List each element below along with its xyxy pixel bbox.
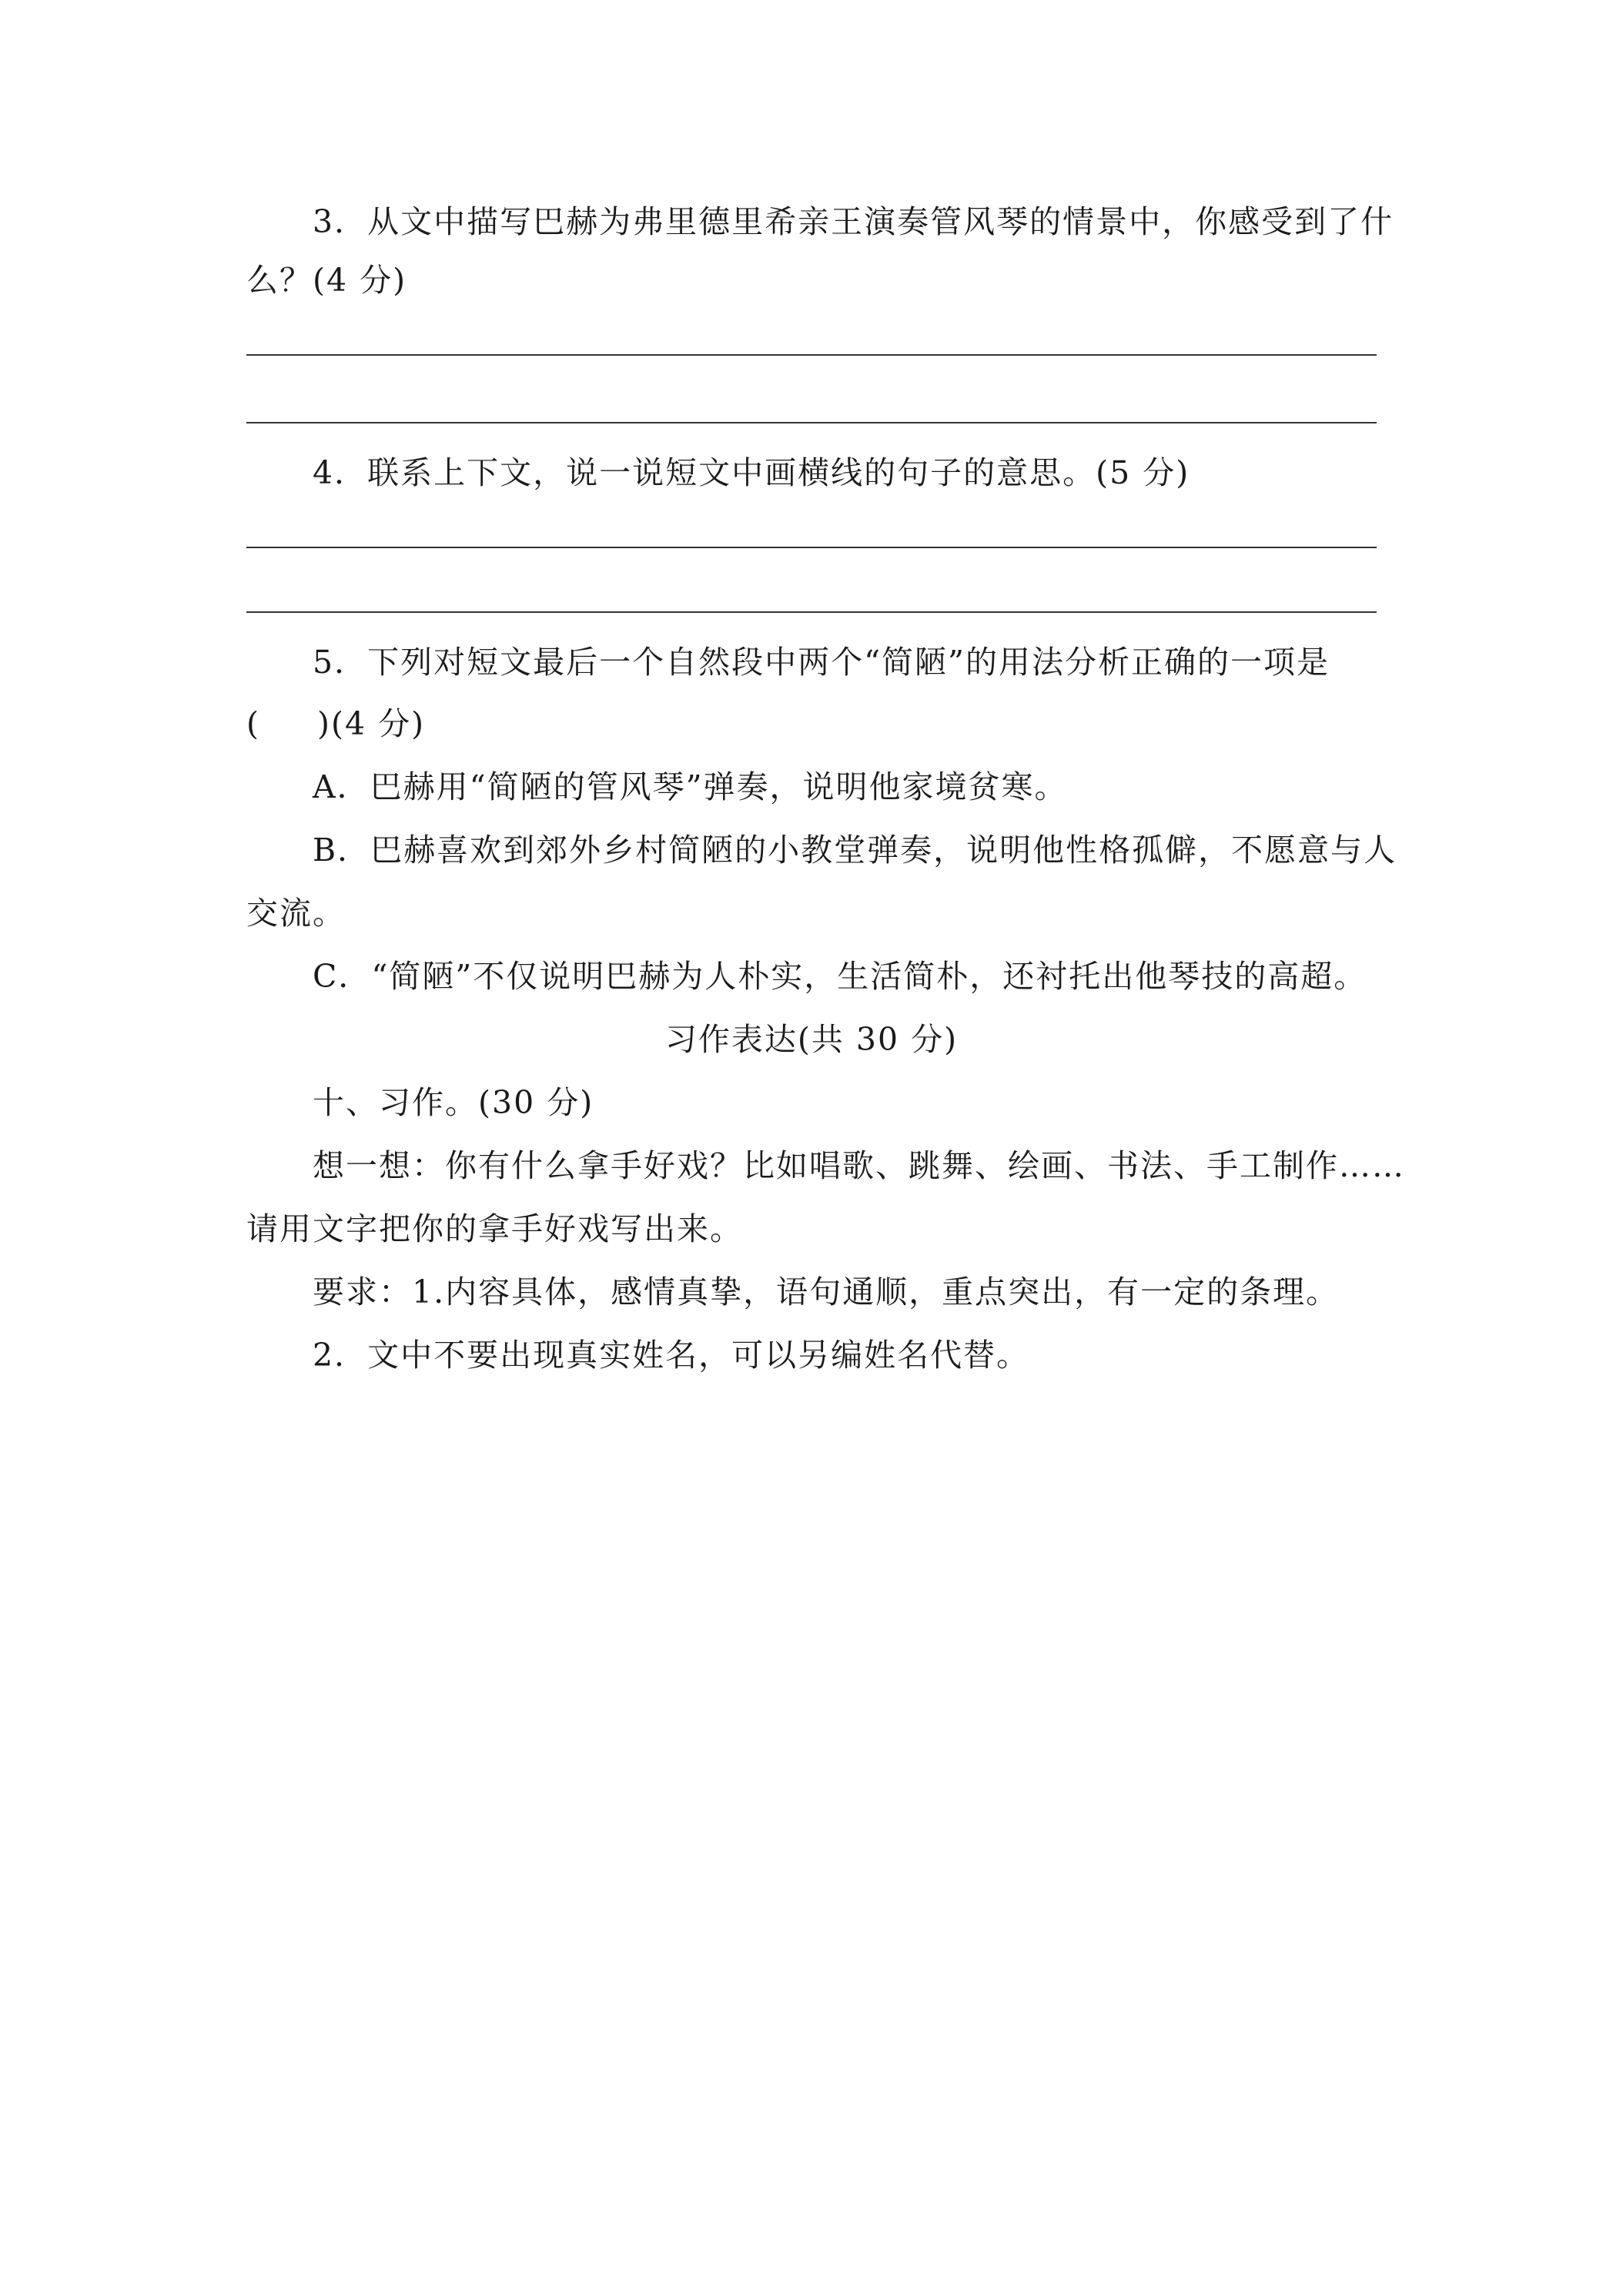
option-c: C．“简陋”不仅说明巴赫为人朴实，生活简朴，还衬托出他琴技的高超。 [313, 958, 1367, 995]
option-a: A．巴赫用“简陋的管风琴”弹奏，说明他家境贫寒。 [313, 768, 1068, 805]
answer-line-q4-2[interactable] [246, 611, 1377, 613]
answer-paren-open: ( [246, 705, 260, 742]
answer-line-q3-1[interactable] [246, 354, 1377, 356]
answer-line-q3-2[interactable] [246, 422, 1377, 423]
question-3-line-2: 么？(4 分) [246, 262, 407, 299]
answer-paren-close: )(4 分) [317, 705, 426, 742]
question-3-line-1: 3．从文中描写巴赫为弗里德里希亲王演奏管风琴的情景中，你感受到了什 [313, 203, 1394, 240]
question-4: 4．联系上下文，说一说短文中画横线的句子的意思。(5 分) [313, 454, 1190, 491]
section-title: 习作表达(共 30 分) [664, 1021, 959, 1058]
question-10-prompt-line-2: 请用文字把你的拿手好戏写出来。 [246, 1210, 743, 1247]
question-10-prompt-line-1: 想一想：你有什么拿手好戏？比如唱歌、跳舞、绘画、书法、手工制作…… [313, 1147, 1405, 1184]
requirement-1: 要求：1.内容具体，感情真挚，语句通顺，重点突出，有一定的条理。 [313, 1274, 1340, 1310]
answer-line-q4-1[interactable] [246, 547, 1377, 548]
question-5-line-2 [246, 701, 425, 747]
option-b-line-2: 交流。 [246, 895, 346, 932]
option-b-line-1: B．巴赫喜欢到郊外乡村简陋的小教堂弹奏，说明他性格孤僻，不愿意与人 [313, 832, 1397, 869]
question-5-line-1: 5．下列对短文最后一个自然段中两个“简陋”的用法分析正确的一项是 [313, 644, 1330, 681]
requirement-2: 2．文中不要出现真实姓名，可以另编姓名代替。 [313, 1337, 1030, 1374]
question-10-heading: 十、习作。(30 分) [313, 1084, 594, 1121]
